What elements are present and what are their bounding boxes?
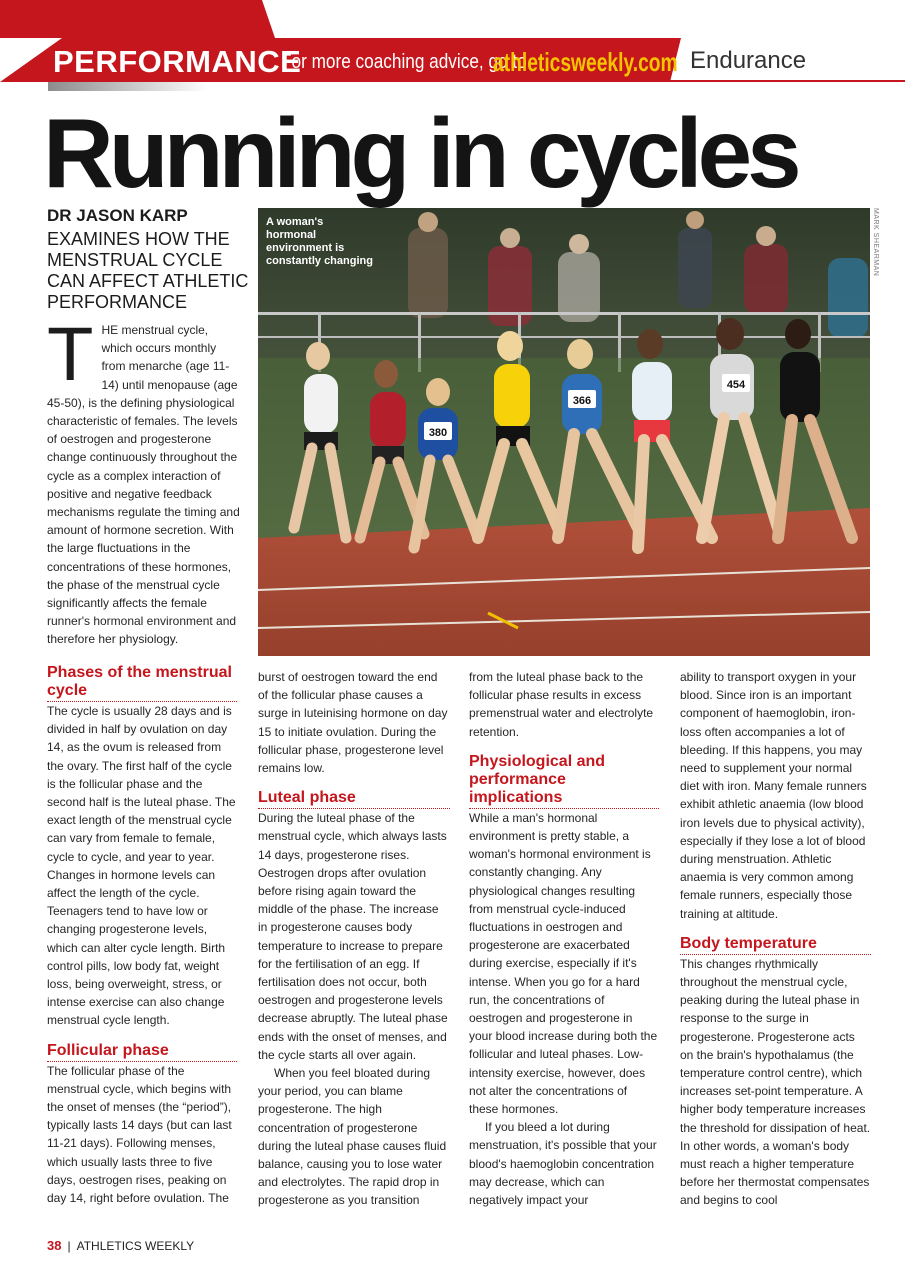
photo-credit: MARK SHEARMAN (872, 208, 879, 277)
paragraph-bleed-cont: ability to transport oxygen in your blood. Since iron is an important component of haemoglobin, iron-loss often accompanies a lot of bleeding. If this happens, you may need to supplement your normal diet with iron. Many female runners exhibit athletic anaemia (low blood iron levels due to physical activity), especially if they lose a lot of blood during menstruation. Athletic anaemia is very common among female runners, especially those training at altitude. (680, 670, 867, 921)
page-title: Running in cycles (43, 98, 797, 208)
header-band-tab (0, 0, 275, 38)
footer-separator: | (67, 1239, 71, 1253)
section-label: PERFORMANCE (53, 44, 302, 79)
paragraph-physio: While a man's hormonal environment is pretty stable, a woman's hormonal environment is constantly changing. Any physiological changes resulting from menstrual cycle-induced fluctuations in oestrogen and progesterone are exacerbated during exercise, especially if it's intense. When you go for a hard run, the concentrations of oestrogen and progesterone in your blood increase during both the follicular and luteal phases. Low-intensity exercise, however, does not alter the concentrations of these hormones. (469, 810, 658, 1117)
intro-text: HE menstrual cycle, which occurs monthly from menarche (age 11-14) until menopause (age 45-50), is the defining physiological characteristic of females. The levels of oestrogen and progesterone change continuously throughout the cycle as a complex interaction of positive and negative feedback mechanisms regulate the timing and amount of hormone secretion. With the large fluctuations in the concentrations of these hormones, the phase of the menstrual cycle significantly affects the female runner's hormonal environment and therefore her physiology. (47, 323, 240, 647)
paragraph-follicular: The follicular phase of the menstrual cycle, which begins with the onset of menses (the “period”), typically lasts 14 days (but can last 11-21 days). Following menses, which usually lasts three to five days, oestrogen rises, peaking on day 14, right before ovulation. The (47, 1063, 232, 1206)
race-start-photo (258, 208, 870, 656)
author-name: DR JASON KARP (47, 206, 188, 225)
photo-caption: A woman's hormonal environment is constantly changing (266, 216, 373, 267)
paragraph-temperature: This changes rhythmically throughout the menstrual cycle, peaking during the luteal phase in response to the surge in progesterone. Progesterone acts on the brain's hypothalamus (the temperature control centre), which increases set-point temperature. A higher body temperature increases the threshold for dissipation of heat. In other words, a woman's body must reach a higher temperature before her thermostat compensates and begins to cool (680, 956, 871, 1208)
column-4 (680, 668, 871, 1210)
column-1 (47, 664, 237, 1207)
bib-454: 454 (726, 379, 746, 391)
heading-physio: Physiological and performance implications (469, 753, 659, 809)
heading-phases: Phases of the menstrual cycle (47, 664, 237, 702)
column-2 (258, 668, 450, 1210)
page-number: 38 (47, 1238, 62, 1253)
bib-380: 380 (428, 427, 448, 439)
heading-luteal: Luteal phase (258, 789, 450, 809)
column-3 (469, 668, 659, 1209)
coaching-text: For more coaching advice, go to (281, 51, 527, 73)
drop-cap: T (47, 312, 94, 397)
paragraph-bleed: If you bleed a lot during menstruation, it's possible that your blood's haemoglobin concentration may decrease, which can negatively impact your (469, 1120, 657, 1208)
header-rule (670, 80, 905, 82)
paragraph-bloated: When you feel bloated during your period, you can blame progesterone. The high concentration of progesterone during the luteal phase causes fluid balance, causing you to lose water and electrolytes. The rapid drop in progesterone as you transition (258, 1066, 447, 1208)
paragraph-phases: The cycle is usually 28 days and is divided in half by ovulation on day 14, as the ovum is released from the ovary. The first half of the cycle is the follicular phase and the second half is the luteal phase. The exact length of the menstrual cycle can vary from female to female, cycle to cycle, and year to year. Changes in hormone levels can affect the length of the cycle. Teenagers tend to have low or changing progesterone levels, which can alter cycle length. Birth control pills, low body fat, weight loss, being overweight, stress, or intense exercise can also change menstrual cycle length. (47, 704, 236, 1028)
standfirst: EXAMINES HOW THE MENSTRUAL CYCLE CAN AFFECT ATHLETIC PERFORMANCE (47, 229, 249, 312)
paragraph-bloated-cont: from the luteal phase back to the follicular phase results in excess premenstrual water and electrolyte retention. (469, 670, 654, 739)
coaching-link[interactable]: athleticsweekly.com (493, 47, 678, 77)
publication-name: ATHLETICS WEEKLY (76, 1239, 195, 1253)
intro-paragraph (47, 312, 240, 649)
page-footer (47, 1238, 194, 1253)
paragraph-luteal: During the luteal phase of the menstrual cycle, which always lasts 14 days, progesterone rises. Oestrogen drops after ovulation before rising again toward the middle of the phase. The increase in progesterone causes body temperature to increase to prepare for the fertilisation of an egg. If fertilisation does not occur, both oestrogen and progesterone levels decrease abruptly. The luteal phase ends with the onset of menses, and the cycle starts all over again. (258, 811, 448, 1062)
header-band-shadow (48, 82, 208, 91)
bib-366: 366 (572, 395, 592, 407)
heading-temperature: Body temperature (680, 935, 871, 955)
heading-follicular: Follicular phase (47, 1042, 237, 1062)
category-label: Endurance (690, 47, 807, 74)
paragraph-follicular-cont: burst of oestrogen toward the end of the follicular phase causes a surge in luteinising hormone on day 15 to initiate ovulation. During the follicular phase, progesterone level remains low. (258, 670, 448, 776)
